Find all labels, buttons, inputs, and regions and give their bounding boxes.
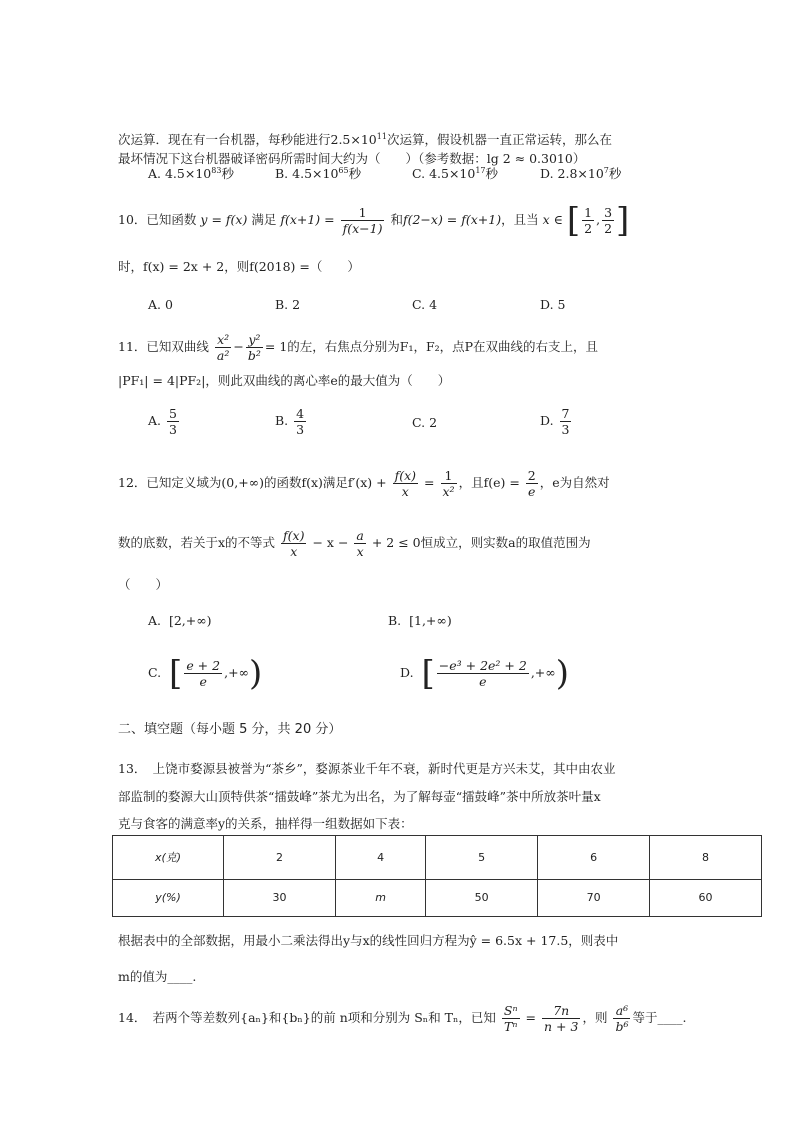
q11-number: 11． bbox=[118, 339, 147, 354]
q14-f2-d: n + 3 bbox=[544, 1019, 579, 1034]
q12-opt-d-frac bbox=[437, 658, 529, 689]
table-cell: 4 bbox=[335, 836, 425, 880]
option-num: 7 bbox=[561, 406, 570, 421]
option-exp: 65 bbox=[338, 166, 349, 175]
option-fraction bbox=[560, 406, 572, 437]
section-title: 二、填空题（每小题 5 分，共 20 分） bbox=[118, 722, 342, 737]
option-value: 0 bbox=[164, 297, 173, 312]
q10-text-2: 时，f(x) = 2x + 2，则f(2018) =（ ） bbox=[118, 259, 360, 274]
q12-opt-c-n: e + 2 bbox=[186, 658, 221, 673]
q12-opt-c-d: e bbox=[199, 674, 207, 689]
option-value: 2 bbox=[292, 297, 301, 312]
q12-opt-d-paren: ) bbox=[555, 653, 569, 694]
q14-eq: = bbox=[525, 1010, 537, 1025]
option-base: 2.8×10 bbox=[557, 166, 604, 182]
table-cell: 50 bbox=[426, 879, 538, 916]
q14-f1-n: Sⁿ bbox=[503, 1003, 518, 1018]
q10-frac-den: f(x−1) bbox=[342, 221, 383, 236]
option-label: C. bbox=[412, 166, 430, 182]
q11-x2: x² bbox=[215, 332, 231, 348]
q12-opt-b-value: [1,+∞) bbox=[409, 613, 452, 628]
table-header-y: y(%) bbox=[113, 879, 224, 916]
table-cell: 6 bbox=[538, 836, 650, 880]
q12-option-d bbox=[400, 653, 569, 694]
q11-option bbox=[275, 406, 308, 437]
option-value: 2 bbox=[429, 415, 438, 430]
q11-option bbox=[412, 414, 437, 432]
q12-frac-c bbox=[526, 468, 538, 499]
q10-fx: y = f(x) bbox=[200, 212, 248, 227]
q10-bracket-right: ] bbox=[616, 200, 630, 241]
table-row bbox=[113, 836, 762, 880]
q12-f2-n: f(x) bbox=[283, 528, 305, 543]
option-label: D. bbox=[540, 297, 558, 312]
q14-f3-n: a⁶ bbox=[613, 1003, 630, 1019]
table-cell: 70 bbox=[538, 879, 650, 916]
option-label: D. bbox=[540, 166, 558, 182]
q12-option-a bbox=[148, 612, 212, 630]
table-cell: m bbox=[335, 879, 425, 916]
q12-opt-d-n: −e³ + 2e² + 2 bbox=[438, 658, 527, 673]
q11-eq1: = 1的左，右焦点分别为F₁，F₂，点P在双曲线的右支上，且 bbox=[264, 339, 599, 354]
q12-opt-a-label: A. bbox=[148, 613, 162, 628]
q11-y2: y² bbox=[246, 332, 263, 348]
q10-option bbox=[412, 296, 437, 314]
q11-line-2 bbox=[118, 372, 450, 390]
q12-option-c bbox=[148, 653, 263, 694]
q12-eq: = bbox=[424, 475, 435, 490]
q10-frac-num: 1 bbox=[341, 205, 385, 221]
q11-text-2: |PF₁| = 4|PF₂|，则此双曲线的离心率e的最大值为（ ） bbox=[118, 373, 451, 388]
q10-line-2 bbox=[118, 258, 360, 276]
q9-line-1 bbox=[118, 128, 612, 149]
q10-xin: x ∈ bbox=[542, 212, 563, 227]
option-label: D. bbox=[540, 413, 558, 428]
q12-fb-n: 1 bbox=[441, 468, 457, 484]
q12-opt-b-label: B. bbox=[388, 613, 402, 628]
q12-opt-d-bracket: [ bbox=[421, 653, 435, 694]
q10-fraction bbox=[341, 205, 385, 236]
table-cell: 2 bbox=[224, 836, 336, 880]
q13-line-1 bbox=[118, 760, 615, 778]
q10-int-a-d: 2 bbox=[584, 221, 593, 236]
q13-line-5 bbox=[118, 968, 196, 986]
q14-f1-d: Tⁿ bbox=[504, 1019, 518, 1034]
option-value: 5 bbox=[557, 297, 566, 312]
table-cell: 8 bbox=[650, 836, 762, 880]
q12-opt-d-tail: ,+∞ bbox=[530, 665, 556, 680]
option-den: 3 bbox=[168, 422, 177, 437]
q12-opt-a-value: [2,+∞) bbox=[168, 613, 212, 628]
option-label: A. bbox=[148, 413, 165, 428]
q9-text-1b: 次运算，假设机器一直正常运转，那么在 bbox=[386, 132, 612, 148]
q14-frac-3 bbox=[613, 1003, 630, 1034]
q11-frac-y bbox=[246, 332, 263, 363]
q9-exp: 11 bbox=[376, 132, 387, 141]
data-table bbox=[112, 835, 762, 917]
table-cell: 30 bbox=[224, 879, 336, 916]
q11-frac-x bbox=[215, 332, 231, 363]
option-num: 4 bbox=[296, 406, 305, 421]
q13-text-3: 克与食客的满意率y的关系，抽样得一组数据如下表： bbox=[118, 816, 413, 831]
q14-text-a: 14． 若两个等差数列{aₙ}和{bₙ}的前 n项和分别为 Sₙ和 Tₙ，已知 bbox=[118, 1010, 496, 1025]
q12-text-2c: + 2 ≤ 0恒成立，则实数a的取值范围为 bbox=[371, 535, 591, 550]
option-label: B. bbox=[275, 166, 293, 182]
q14-frac-1 bbox=[502, 1003, 520, 1034]
option-label: B. bbox=[275, 297, 293, 312]
q10-eq2: f(2−x) = f(x+1) bbox=[402, 212, 502, 227]
q12-frac-2 bbox=[281, 528, 306, 559]
option-label: C. bbox=[412, 415, 430, 430]
q12-f3-n: a bbox=[356, 528, 364, 543]
q12-opt-c-bracket: [ bbox=[169, 653, 183, 694]
q14-text-c: 等于____. bbox=[632, 1010, 687, 1025]
q9-option bbox=[412, 162, 498, 183]
option-exp: 7 bbox=[603, 166, 609, 175]
q9-option bbox=[148, 162, 234, 183]
q13-text-5: m的值为____. bbox=[118, 969, 197, 984]
option-base: 4.5×10 bbox=[292, 166, 339, 182]
q14-frac-2 bbox=[542, 1003, 580, 1034]
q12-line-3 bbox=[118, 576, 168, 594]
q9-option bbox=[275, 162, 361, 183]
option-label: A. bbox=[148, 297, 165, 312]
q12-number: 12． bbox=[118, 475, 147, 490]
q10-number: 10． bbox=[118, 212, 147, 227]
table-header-x: x(克) bbox=[113, 836, 224, 880]
q14-f2-n: 7n bbox=[542, 1003, 580, 1019]
q10-int-a bbox=[582, 205, 594, 236]
q10-fx1: f(x+1) = bbox=[280, 212, 335, 227]
q12-fc-n: 2 bbox=[527, 468, 536, 483]
q12-fa-d: x bbox=[401, 484, 409, 499]
q10-text-b: 满足 bbox=[251, 212, 277, 227]
option-fraction bbox=[294, 406, 306, 437]
option-den: 3 bbox=[561, 422, 570, 437]
q11-b2: b² bbox=[247, 348, 261, 363]
q12-text-a: 已知定义域为(0,+∞)的函数f(x)满足f′(x) + bbox=[146, 475, 387, 490]
q12-frac-3 bbox=[354, 528, 365, 559]
option-den: 3 bbox=[296, 422, 305, 437]
q11-line-1: 11．已知双曲线 $\frac{\text{x²}}{\text{a²}}$ − $\frac{\text{y²}}{\text{b²}}$ = 1的左，右焦点分别为F₁，F₂，点P在双曲线的右支上，且 bbox=[118, 332, 599, 363]
q12-opt-d-d: e bbox=[479, 674, 487, 689]
q12-frac-b bbox=[441, 468, 457, 499]
option-exp: 83 bbox=[211, 166, 222, 175]
option-unit: 秒 bbox=[221, 166, 234, 182]
q12-text-c: ，e为自然对 bbox=[539, 475, 610, 490]
q13-line-2 bbox=[118, 788, 601, 806]
q10-option bbox=[275, 296, 300, 314]
table-cell: 60 bbox=[650, 879, 762, 916]
q13-line-3 bbox=[118, 815, 413, 833]
q10-bracket-left: [ bbox=[566, 200, 581, 241]
option-base: 4.5×10 bbox=[429, 166, 476, 182]
q12-fa-n: f(x) bbox=[394, 468, 417, 483]
q12-text-b: ，且f(e) = bbox=[458, 475, 520, 490]
q11-option bbox=[148, 406, 181, 437]
q12-f3-d: x bbox=[356, 544, 364, 559]
q12-line-1 bbox=[118, 468, 610, 499]
option-fraction bbox=[167, 406, 179, 437]
q10-text-c: 和 bbox=[390, 212, 403, 227]
q10-int-a-n: 1 bbox=[584, 205, 593, 220]
q12-f2-d: x bbox=[290, 544, 298, 559]
option-value: 4 bbox=[429, 297, 438, 312]
q14-text-b: ，则 bbox=[582, 1010, 608, 1025]
q12-line-2 bbox=[118, 528, 591, 559]
q14-f3-d: b⁶ bbox=[615, 1019, 629, 1034]
option-label: C. bbox=[412, 297, 430, 312]
q13-line-4 bbox=[118, 932, 618, 950]
table-row bbox=[113, 879, 762, 916]
q11-text-a: 已知双曲线 bbox=[146, 339, 209, 354]
q12-option-b bbox=[388, 612, 452, 630]
q10-int-b-n: 3 bbox=[604, 205, 613, 220]
option-label: A. bbox=[148, 166, 165, 182]
option-unit: 秒 bbox=[608, 166, 622, 182]
q13-text-4: 根据表中的全部数据，用最小二乘法得出y与x的线性回归方程为ŷ = 6.5x + 17.5，则表中 bbox=[118, 933, 619, 948]
option-label: B. bbox=[275, 413, 293, 428]
q12-opt-c-label: C. bbox=[148, 665, 162, 680]
option-unit: 秒 bbox=[348, 166, 362, 182]
q10-option bbox=[148, 296, 173, 314]
q12-text-2a: 数的底数，若关于x的不等式 bbox=[118, 535, 276, 550]
option-base: 4.5×10 bbox=[164, 166, 212, 182]
q10-int-b bbox=[602, 205, 614, 236]
q10-text-a: 已知函数 bbox=[146, 212, 197, 227]
q10-option bbox=[540, 296, 565, 314]
q10-int-b-d: 2 bbox=[604, 221, 613, 236]
q12-fc-d: e bbox=[528, 484, 536, 499]
q12-frac-a bbox=[393, 468, 418, 499]
q11-a2: a² bbox=[216, 348, 230, 363]
q12-opt-c-frac bbox=[184, 658, 222, 689]
option-exp: 17 bbox=[475, 166, 486, 175]
q11-option bbox=[540, 406, 573, 437]
q10-line-1: 10．已知函数 y = f(x) 满足 f(x+1) = $\frac{1}{f(x-1)}$ 和f(2−x) = f(x+1)，且当 x ∈ [ $\frac{1}{2}$ , $\frac{3}{2}$ ] bbox=[118, 200, 630, 241]
q12-opt-c-tail: ,+∞ bbox=[224, 665, 249, 680]
q13-text-2: 部监制的婺源大山顶特供茶“擂鼓峰”茶尤为出名，为了解每壶“擂鼓峰”茶中所放茶叶量x bbox=[118, 789, 601, 804]
q12-opt-d-label: D. bbox=[400, 665, 414, 680]
table-cell: 5 bbox=[426, 836, 538, 880]
q12-opt-c-paren: ) bbox=[248, 653, 263, 694]
q14-line-1 bbox=[118, 1003, 686, 1034]
q9-text-1: 次运算．现在有一台机器，每秒能进行2.5×10 bbox=[118, 132, 377, 148]
q13-text-1: 13． 上饶市婺源县被誉为“茶乡”，婺源茶业千年不衰，新时代更是方兴未艾，其中由农业 bbox=[118, 761, 616, 776]
q12-fb-d: x² bbox=[442, 484, 455, 499]
q10-text-d: ，且当 bbox=[501, 212, 539, 227]
option-num: 5 bbox=[168, 406, 177, 421]
option-unit: 秒 bbox=[485, 166, 499, 182]
q9-text-2: 最坏情况下这台机器破译密码所需时间大约为（ ）（参考数据：lg 2 ≈ 0.3010） bbox=[118, 151, 586, 166]
q12-text-2b: − x − bbox=[312, 535, 349, 550]
q9-option bbox=[540, 162, 621, 183]
q12-text-3: （ ） bbox=[118, 577, 169, 592]
